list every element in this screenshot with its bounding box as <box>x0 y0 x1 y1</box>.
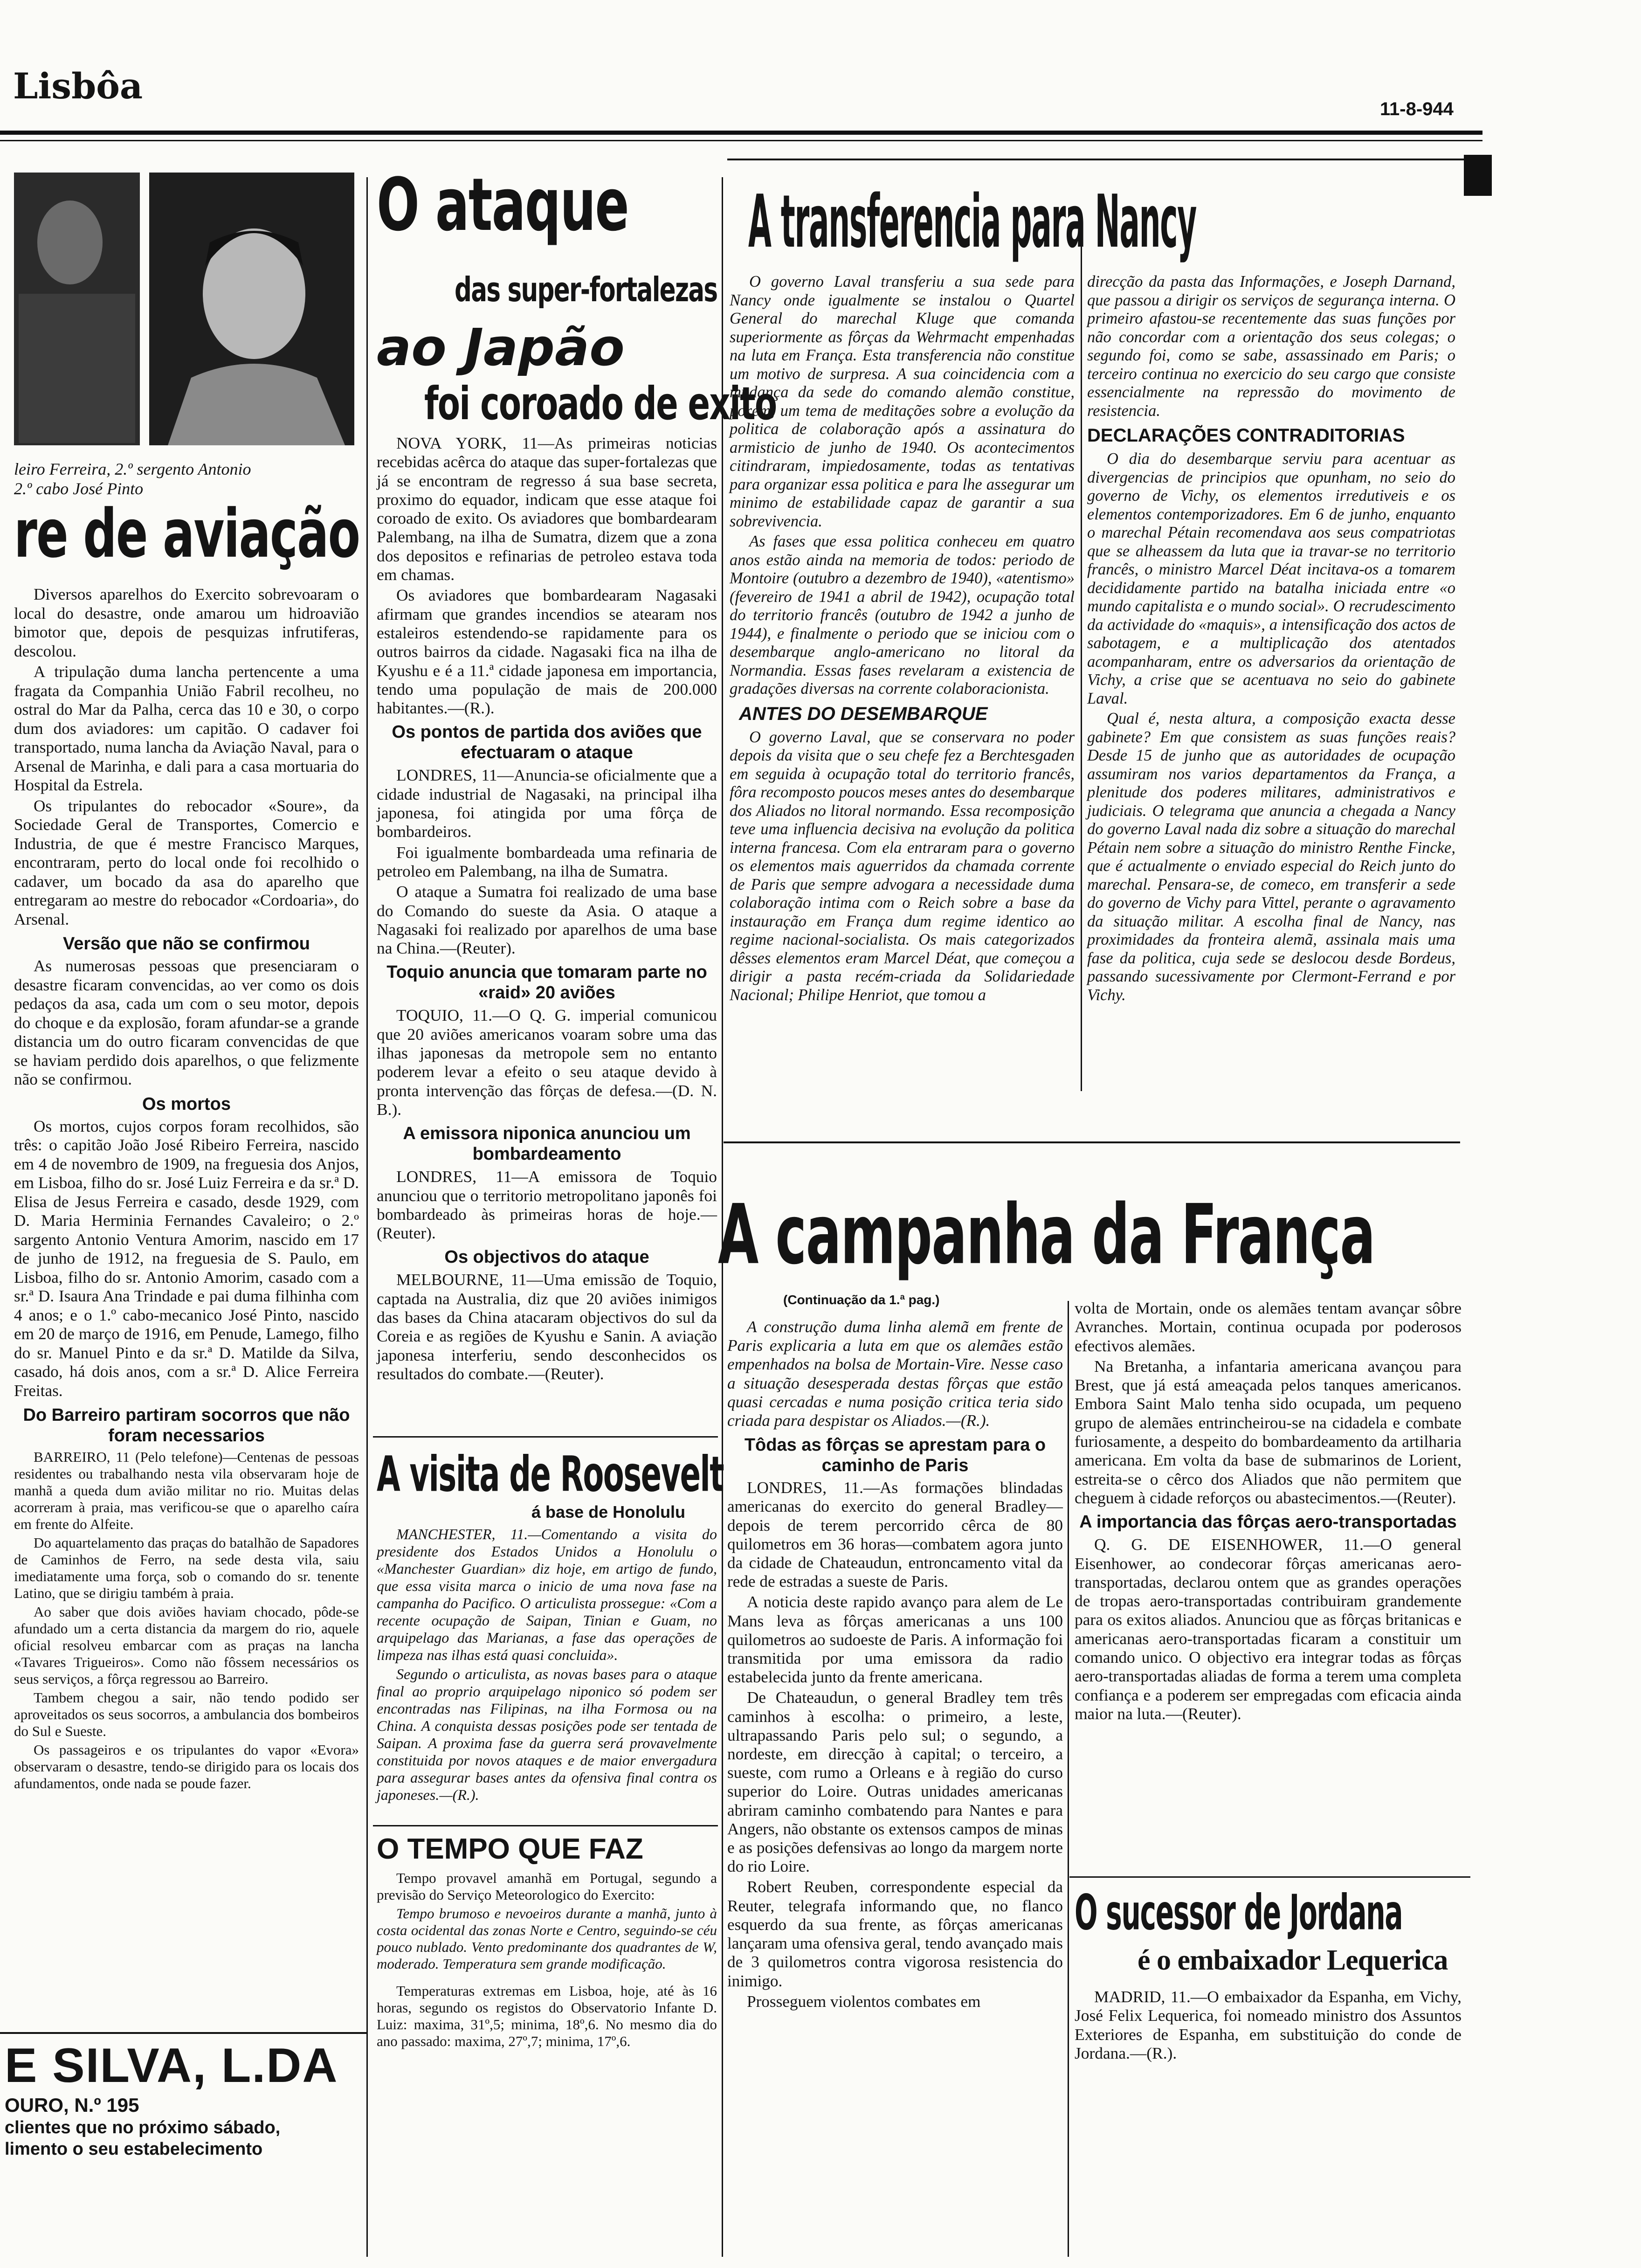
japan-paragraph: NOVA YORK, 11—As primeiras noticias recebidas acêrca do ataque das super-fortalezas que já se encontram de regresso á sua base secreta, proximo do equador, indicam que esse ataque foi coroado de exito. Os aviadores que bombardearam Palembang, na ilha de Sumatra, dizem que a zona dos depositos e refinarias de petroleo estava toda em chamas. <box>377 434 717 584</box>
france-article-left <box>727 1318 1063 2013</box>
france-paragraph: Robert Reuben, correspondente especial da Reuter, telegrafa informando que, no flanco esquerdo da sua frente, as fôrças americanas lançaram uma ofensiva geral, tendo avançado mais de 3 quilometros contra vigorosa resistencia do inimigo. <box>727 1878 1063 1990</box>
rule-weather-top <box>373 1825 718 1826</box>
aviation-subheading: Versão que não se confirmou <box>62 934 310 954</box>
aviation-paragraph: As numerosas pessoas que presenciaram o desastre ficaram convencidas, ao ver como os dois pedaços da asa, cada um com o seu motor, depois do choque e da explosão, foram afundar-se a grande distancia um do outro ficaram convencidas de que se haviam perdido dois aparelhos, o que felizmente não se confirmou. <box>14 957 359 1088</box>
photo-caption-line: leiro Ferreira, 2.º sergento Antonio <box>14 460 251 478</box>
japan-paragraph: TOQUIO, 11.—O Q. G. imperial comunicou que 20 aviões americanos voaram sobre uma das ilhas japonesas da metropole sem no entanto poderem levar a efeito o seu ataque devido à pronta intervenção das fôrças de defesa.—(D. N. B.). <box>377 1006 717 1119</box>
weather-paragraph: Tempo brumoso e nevoeiros durante a manhã, junto à costa ocidental das zonas Norte e Centro, seguindo-se céu pouco nublado. Vento predominante dos quadrantes de W, moderado. Temperatura sem grande modificação. <box>377 1905 717 1972</box>
nancy-headline: A transferencia para Nancy <box>748 179 1197 264</box>
aviation-article <box>14 585 359 1794</box>
france-subheading: Tôdas as fôrças se aprestam para o caminho de Paris <box>744 1435 1046 1476</box>
japan-headline-2: das super-fortalezas <box>455 270 717 310</box>
ad-line: limento o seu estabelecimento <box>5 2139 263 2159</box>
aviation-paragraph: Do aquartelamento das praças do batalhão de Sapadores de Caminhos de Ferro, na sede desta vila, saiu imediatamente uma força, sob o comando do sr. tenente Latino, que se dirigiu também à praia. <box>14 1535 359 1601</box>
aviation-paragraph: Os mortos, cujos corpos foram recolhidos, são três: o capitão João José Ribeiro Ferreira, nascido em 4 de novembro de 1909, na freguesia dos Anjos, em Lisboa, filho do sr. José Luiz Ferreira e da sr.ª D. Elisa de Jesus Ferreira e casado, desde 1929, com D. Maria Herminia Fernandes Cavaleiro; o 2.º sargento Antonio Ventura Amorim, nascido em 17 de junho de 1912, na freguesia de S. Paulo, em Lisboa, filho do sr. Antonio Amorim, casado com a sr.ª D. Isaura Ana Trindade e pai duma filhinha com 4 anos; e o 1.º cabo-mecanico José Pinto, nascido em 20 de março de 1916, em Penude, Lamego, filho do sr. Manuel Pinto e da sr.ª D. Matilde da Silva, casado, há dois anos, com a sr.ª D. Alice Ferreira Freitas. <box>14 1117 359 1400</box>
aviation-subheading: Os mortos <box>142 1094 231 1114</box>
rule-roosevelt-top <box>373 1436 718 1438</box>
aviation-paragraph: Os passageiros e os tripulantes do vapor «Evora» observaram o desastre, tendo-se dirigido para os locais dos afundamentos, onde nada se poude fazer. <box>14 1742 359 1791</box>
france-paragraph: Q. G. DE EISENHOWER, 11.—O general Eisenhower, ao condecorar fôrças americanas aero-transportadas, declarou ontem que as grandes operações de tropas aero-transportadas contribuiram grandemente para os exitos aliados. Anunciou que as fôrças britanicas e americanas aero-transportadas ficaram a constituir um comando unico. O objectivo era integrar todas as fôrças aero-transportadas aliadas de forma a terem uma completa confiança e a poderem ser empregadas com eficacia ainda maior na luta.—(Reuter). <box>1075 1535 1462 1723</box>
jordana-headline-2: é o embaixador Lequerica <box>1138 1944 1448 1976</box>
aviation-paragraph: Tambem chegou a sair, não tendo podido ser aproveitados os seus socorros, a ambulancia dos bombeiros do Sul e Sueste. <box>14 1689 359 1739</box>
france-paragraph: volta de Mortain, onde os alemães tentam avançar sôbre Avranches. Mortain, continua ocupada por poderosos efectivos alemães. <box>1075 1299 1462 1355</box>
portrait-photo-right <box>149 173 354 445</box>
aviation-paragraph: Ao saber que dois aviões haviam chocado, pôde-se afundado um a certa distancia da margem do rio, aquele oficial resolveu embarcar com as praças na lancha «Tavares Trigueiros». Como não fôssem necessários os seus serviços, a fôrça regressou ao Barreiro. <box>14 1604 359 1687</box>
france-paragraph: Prosseguem violentos combates em <box>747 1992 981 2011</box>
aviation-paragraph: Diversos aparelhos do Exercito sobrevoaram o local do desastre, onde amarou um hidroavião bimotor que, depois de pesquizas infrutiferas, descolou. <box>14 585 359 660</box>
aviation-paragraph: Os tripulantes do rebocador «Soure», da Sociedade Geral de Transportes, Comercio e Industria, de que é mestre Francisco Marques, encontraram, perto do local onde foi recolhido o cadaver, um bocado da asa do aparelho que entregaram ao mestre do rebocador «Cordoaria», do Arsenal. <box>14 796 359 928</box>
weather-paragraph: Tempo provavel amanhã em Portugal, segundo a previsão do Serviço Meteorologico do Exercito: <box>377 1870 717 1903</box>
masthead-rule <box>0 131 1482 135</box>
weather-headline: O TEMPO QUE FAZ <box>377 1833 643 1865</box>
nancy-paragraph: Qual é, nesta altura, a composição exacta desse gabinete? Em que consistem as suas funções reais? Desde 15 de junho que as autoridades de ocupação assumiram nos varios departamentos da França, a plenitude dos poderes militares, administrativos e judiciais. O telegrama que anuncia a chegada a Nancy do governo Laval nada diz sobre a situação do marechal Pétain nem sobre a situação do ministro Renthe Fincke, que é actualmente o enviado especial do Reich junto do marechal. Pensara-se, de comeco, em transferir a sede do governo de Vichy para Vittel, perante o agravamento da situação militar. A escolha final de Nancy, nas proximidades da fronteira alemã, assinala mais uma fase da politica, cuja sede se deslocou desde Bordeus, passando sucessivamente por Clermont-Ferrand e por Vichy. <box>1087 710 1455 1004</box>
column-rule <box>1068 1301 1069 2257</box>
masthead-rule-thin <box>0 140 1482 141</box>
ad-line: OURO, N.º 195 <box>5 2094 139 2116</box>
weather-article <box>377 1870 717 2052</box>
rule-france-top <box>724 1141 1460 1143</box>
japan-subheading: Os pontos de partida dos aviões que efectuaram o ataque <box>392 722 702 763</box>
portrait-photo-left <box>14 173 140 445</box>
nancy-article-right <box>1087 273 1455 1006</box>
aviation-paragraph: BARREIRO, 11 (Pelo telefone)—Centenas de pessoas residentes ou trabalhando nesta vila observaram hoje de manhã a queda dum avião militar no rio. Muitas delas acorreram à praia, mas verificou-se que o aparelho caíra em frente do Alfeite. <box>14 1449 359 1532</box>
japan-headline-4: foi coroado de exito <box>424 378 777 430</box>
france-paragraph: A noticia deste rapido avanço para alem de Le Mans leva as fôrças americanas a uns 100 quilometros ao sudoeste de Paris. A informação foi transmitida por uma emissora da radio estabelecida junto da frente americana. <box>727 1593 1063 1687</box>
roosevelt-headline: A visita de Roosevelt <box>377 1446 724 1503</box>
france-continuation: (Continuação da 1.ª pag.) <box>783 1293 940 1307</box>
corner-block <box>1464 155 1492 196</box>
france-paragraph: De Chateaudun, o general Bradley tem três caminhos à escolha: o primeiro, a leste, ultrapassando Paris pelo sul; o segundo, a nordeste, em direcção à capital; o terceiro, a sueste, com rumo a Orleans e à região do curso superior do Loire. Outras unidades americanas abriram caminho combatendo para Nantes e para Angers, não obstante os extensos campos de minas e as posições defensivas ao longo da margem norte do rio Loire. <box>727 1688 1063 1876</box>
jordana-headline-1: O sucessor de Jordana <box>1075 1884 1403 1941</box>
photo-caption <box>14 459 359 498</box>
weather-paragraph: Temperaturas extremas em Lisboa, hoje, até às 16 horas, segundo os registos do Observatorio Infante D. Luiz: maxima, 31º,5; minima, 18º,6. No mesmo dia do ano passado: maxima, 27º,7; minima, 17º,6. <box>377 1983 717 2049</box>
rule-right-thin <box>727 159 1464 160</box>
japan-paragraph: Foi igualmente bombardeada uma refinaria de petroleo em Palembang, na ilha de Sumatra. <box>377 843 717 880</box>
masthead-title: Lisbôa <box>13 65 143 107</box>
rule-ad-top <box>0 2032 366 2034</box>
nancy-paragraph: O governo Laval, que se conservara no poder depois da visita que o seu chefe fez a Berchtesgaden em seguida à ocupação total do territorio francês, fôra recomposto poucos meses antes do desembarque dos Aliados no litoral normando. Essa recomposição teve uma influencia decisiva na evolução da politica interna francesa. Com ela entraram para o governo os elementos mais aguerridos da chamada corrente de Paris que sempre advogara a necessidade duma colaboração intima com o Reich sobre a base da instauração em França dum regime identico ao regime nacional-socialista. Os mais categorizados dêsses elementos eram Marcel Déat, que começou a dirigir a pasta recém-criada da Solidariedade Nacional; Philipe Henriot, que tomou a <box>730 728 1075 1004</box>
jordana-paragraph: MADRID, 11.—O embaixador da Espanha, em Vichy, José Felix Lequerica, foi nomeado ministro dos Assuntos Exteriores de Espanha, em substituição do conde de Jordana.—(R.). <box>1075 1987 1462 2062</box>
column-rule <box>1081 238 1082 1091</box>
advertisement <box>5 2038 364 2160</box>
nancy-paragraph: direcção da pasta das Informações, e Joseph Darnand, que passou a dirigir os serviços de segurança interna. O primeiro afastou-se recentemente das suas funções por não concordar com a orientação dos seus colegas; o segundo foi, como se sabe, assassinado em Paris; o terceiro continua no exercicio do seu cargo que consiste essencialmente na repressão do movimento de resistencia. <box>1087 273 1455 420</box>
aviation-paragraph: A tripulação duma lancha pertencente a uma fragata da Companhia União Fabril recolheu, no ostral do Mar da Palha, cerca das 10 e 30, o corpo dum dos aviadores: um capitão. O cadaver foi transportado, numa lancha da Aviação Naval, para o Arsenal de Marinha, e dali para a casa mortuaria do Hospital da Estrela. <box>14 663 359 794</box>
nancy-subheading: DECLARAÇÕES CONTRADITORIAS <box>1087 425 1405 446</box>
france-paragraph: A construção duma linha alemã em frente de Paris explicaria a luta em que os alemães estão empenhados na bolsa de Mortain-Vire. Nesse caso a situação desesperada destas fôrças que estão quasi cercadas e numa posição critica teria sido criada para despistar os Aliados.—(R.). <box>727 1318 1063 1430</box>
aviation-subheading: Do Barreiro partiram socorros que não foram necessarios <box>23 1405 350 1445</box>
japan-article <box>377 434 717 1385</box>
japan-paragraph: LONDRES, 11—A emissora de Toquio anunciou que o territorio metropolitano japonês foi bombardeado às primeiras horas de hoje.—(Reuter). <box>377 1167 717 1243</box>
nancy-paragraph: O dia do desembarque serviu para acentuar as divergencias de principios que opunham, no seio do governo de Vichy, os elementos irredutiveis e os elementos contemporizadores. Em 6 de junho, enquanto o marechal Pétain recomendava aos seus compatriotas que se alheassem da luta que ia travar-se no territorio francês, o ministro Marcel Déat incitava-os a tomarem decididamente partido na batalha iniciada entre «o mundo capitalista e o mundo social». O recrudescimento da actividade do «maquis», a intensificação dos actos de sabotagem, e a multiplicação dos atentados acompanharam, entre os adversarios da orientação de Vichy, a crise que se acentuava no seio do gabinete Laval. <box>1087 450 1455 707</box>
france-headline: A campanha da França <box>718 1187 1375 1283</box>
nancy-article-left <box>730 273 1075 1006</box>
ad-line: clientes que no próximo sábado, <box>5 2118 281 2137</box>
japan-headline-1: O ataque <box>377 163 628 248</box>
roosevelt-paragraph: Segundo o articulista, as novas bases para o ataque final ao proprio arquipelago niponico só podem ser encontradas nas Filipinas, na ilha Formosa ou na China. A conquista dessas posições pode ser tentada de Saipan. A proxima fase da guerra será provavelmente constituida por novos ataques e de maior envergadura para assegurar bases antes da ofensiva final contra os japoneses.—(R.). <box>377 1666 717 1803</box>
roosevelt-paragraph: MANCHESTER, 11.—Comentando a visita do presidente dos Estados Unidos a Honolulu o «Manchester Guardian» diz hoje, em artigo de fundo, que essa visita marca o inicio de uma nova fase na campanha do Pacifico. O articulista prossegue: «Com a recente ocupação de Saipan, Tinian e Guam, no arquipelago das Marianas, a fase das operações de limpeza nas ilhas está quasi concluida». <box>377 1526 717 1663</box>
france-subheading: A importancia das fôrças aero-transportadas <box>1079 1512 1457 1532</box>
masthead-date: 11-8-944 <box>1380 99 1454 119</box>
roosevelt-article <box>377 1526 717 1805</box>
japan-headline-3: ao Japão <box>377 318 625 377</box>
japan-subheading: Toquio anuncia que tomaram parte no «raid» 20 aviões <box>386 962 707 1003</box>
rule-jordana-top <box>1069 1876 1470 1878</box>
roosevelt-subheading: á base de Honolulu <box>531 1502 686 1521</box>
france-article-right <box>1075 1299 1462 1725</box>
ad-line: E SILVA, L.DA <box>5 2039 338 2093</box>
france-paragraph: Na Bretanha, a infantaria americana avançou para Brest, que já está ameaçada pelos tanques americanos. Embora Saint Malo tenha sido ocupada, um pequeno grupo de alemães entrincheirou-se na cidadela e combate furiosamente, a despeito do bombardeamento da artilharia americana. Em volta da base de submarinos de Lorient, estreita-se o cêrco dos Aliados que não permitem que cheguem à cidade reforços ou abastecimentos.—(Reuter). <box>1075 1356 1462 1507</box>
japan-subheading: A emissora niponica anunciou um bombardeamento <box>403 1124 691 1164</box>
column-rule <box>366 177 368 2257</box>
japan-subheading: Os objectivos do ataque <box>444 1247 649 1267</box>
japan-paragraph: Os aviadores que bombardearam Nagasaki afirmam que grandes incendios se atearam nos estaleiros estendendo-se rapidamente para os outros bairros da cidade. Nagasaki fica na ilha de Kyushu e é a 11.ª cidade japonesa em importancia, tendo uma população de mais de 200.000 habitantes.—(R.). <box>377 586 717 718</box>
japan-paragraph: LONDRES, 11—Anuncia-se oficialmente que a cidade industrial de Nagasaki, na principal ilha japonesa, foi atingida por uma fôrça de bombardeiros. <box>377 766 717 841</box>
aviation-headline: re de aviação <box>14 495 360 573</box>
photo-caption-line: 2.º cabo José Pinto <box>14 479 144 498</box>
japan-paragraph: O ataque a Sumatra foi realizado de uma base do Comando do sueste da Asia. O ataque a Nagasaki foi realizado por aparelhos de uma base na China.—(Reuter). <box>377 882 717 958</box>
nancy-subheading: ANTES DO DESEMBARQUE <box>739 703 988 724</box>
japan-paragraph: MELBOURNE, 11—Uma emissão de Toquio, captada na Australia, diz que 20 aviões inimigos das bases da China atacaram objectivos do sul da Coreia e as regiões de Kyushu e Sanin. A aviação japonesa interferiu, sendo desconhecidos os resultados do combate.—(Reuter). <box>377 1270 717 1383</box>
nancy-paragraph: O governo Laval transferiu a sua sede para Nancy onde igualmente se instalou o Quartel General do marechal Kluge que comanda superiormente as fôrças da Wehrmacht empenhadas na luta em França. Esta transferencia não constitue um motivo de surpresa. A sua coincidencia com a mudança da sede do comando alemão constitue, porém, um tema de meditações sobre a evolução da politica de colaboração após a assinatura do armisticio de junho de 1940. Os acontecimentos citindraram, impiedosamente, todas as tentativas para organizar essa politica e para lhe assegurar um minimo de estabilidade capaz de garantir a sua sobrevivencia. <box>730 273 1075 530</box>
nancy-paragraph: As fases que essa politica conheceu em quatro anos estão ainda na memoria de todos: periodo de Montoire (outubro a dezembro de 1940), «atentismo» (fevereiro de 1941 a abril de 1942), ocupação total do territorio francês (outubro de 1942 a junho de 1944), e finalmente o periodo que se iniciou com o desembarque anglo-americano no litoral da Normandia. Essas fases revelaram a existencia de gradações diversas na corrente colaboracionista. <box>730 532 1075 698</box>
jordana-article <box>1075 1987 1462 2064</box>
france-paragraph: LONDRES, 11.—As formações blindadas americanas do exercito do general Bradley—depois de terem percorrido cêrca de 80 quilometros em 36 horas—combatem agora junto da cidade de Chateaudun, entroncamento vital da rede de estradas a sueste de Paris. <box>727 1479 1063 1591</box>
